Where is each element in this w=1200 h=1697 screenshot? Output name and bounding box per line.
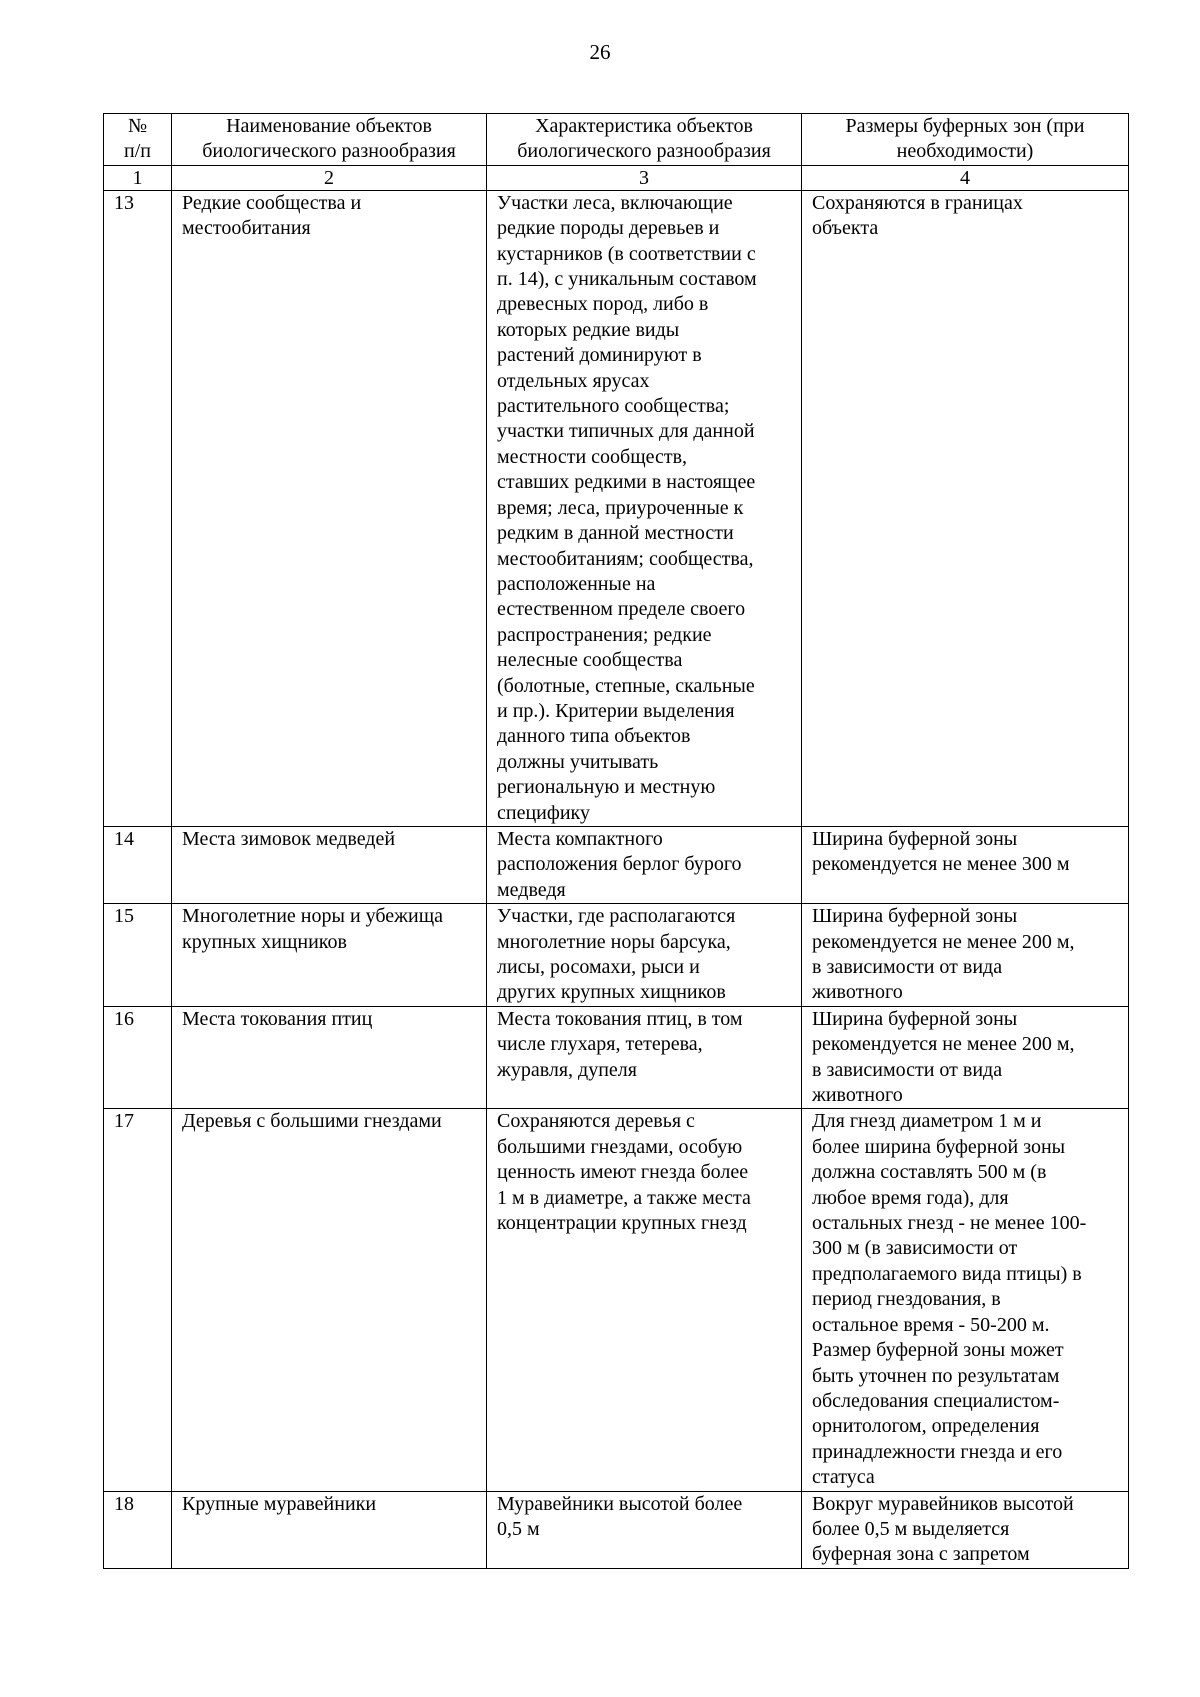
- object-name: Многолетние норы и убежища крупных хищников: [172, 904, 487, 1007]
- object-description: Места токования птиц, в том числе глухаря, тетерева, журавля, дупеля: [487, 1006, 802, 1109]
- object-description: Муравейники высотой более 0,5 м: [487, 1491, 802, 1568]
- page-number: 26: [589, 40, 611, 64]
- object-description: Сохраняются деревья с большими гнездами, особую ценность имеют гнезда более 1 м в диаметре, а также места концентрации крупных гнезд: [487, 1109, 802, 1491]
- buffer-zone: Сохраняются в границах объекта: [802, 190, 1129, 826]
- biodiversity-objects-table: [103, 113, 1129, 1569]
- table-row: [104, 826, 1129, 903]
- row-number: 15: [104, 904, 172, 1007]
- table-row: [104, 1006, 1129, 1109]
- row-number: 17: [104, 1109, 172, 1491]
- object-name: Места токования птиц: [172, 1006, 487, 1109]
- table-row: [104, 904, 1129, 1007]
- buffer-zone: Ширина буферной зоны рекомендуется не менее 300 м: [802, 826, 1129, 903]
- object-name: Редкие сообщества и местообитания: [172, 190, 487, 826]
- header-number: № п/п: [104, 114, 172, 166]
- object-description: Участки, где располагаются многолетние норы барсука, лисы, росомахи, рыси и других крупных хищников: [487, 904, 802, 1007]
- table-header-row: [104, 114, 1129, 166]
- object-description: Места компактного расположения берлог бурого медведя: [487, 826, 802, 903]
- object-name: Места зимовок медведей: [172, 826, 487, 903]
- row-number: 14: [104, 826, 172, 903]
- header-buffer-zone-size: Размеры буферных зон (при необходимости): [802, 114, 1129, 166]
- object-name: Крупные муравейники: [172, 1491, 487, 1568]
- object-description: Участки леса, включающие редкие породы деревьев и кустарников (в соответствии с п. 14), с уникальным составом древесных пород, либо в которых редкие виды растений доминируют в отдельных ярусах растительного сообщества; участки типичных для данной местности сообществ, ставших редкими в настоящее время; леса, приуроченные к редким в данной местности местообитаниям; сообщества, расположенные на естественном пределе своего распространения; редкие нелесные сообщества (болотные, степные, скальные и пр.). Критерии выделения данного типа объектов должны учитывать региональную и местную специфику: [487, 190, 802, 826]
- header-object-name: Наименование объектов биологического разнообразия: [172, 114, 487, 166]
- column-number: 4: [802, 165, 1129, 190]
- row-number: 13: [104, 190, 172, 826]
- table-row: [104, 1491, 1129, 1568]
- column-number-row: [104, 165, 1129, 190]
- buffer-zone: Ширина буферной зоны рекомендуется не менее 200 м, в зависимости от вида животного: [802, 1006, 1129, 1109]
- buffer-zone: Ширина буферной зоны рекомендуется не менее 200 м, в зависимости от вида животного: [802, 904, 1129, 1007]
- header-object-characteristic: Характеристика объектов биологического разнообразия: [487, 114, 802, 166]
- object-name: Деревья с большими гнездами: [172, 1109, 487, 1491]
- row-number: 18: [104, 1491, 172, 1568]
- row-number: 16: [104, 1006, 172, 1109]
- buffer-zone: Для гнезд диаметром 1 м и более ширина буферной зоны должна составлять 500 м (в любое время года), для остальных гнезд - не менее 100- 300 м (в зависимости от предполагаемого вида птицы) в период гнездования, в остальное время - 50-200 м. Размер буферной зоны может быть уточнен по результатам обследования специалистом- орнитологом, определения принадлежности гнезда и его статуса: [802, 1109, 1129, 1491]
- column-number: 1: [104, 165, 172, 190]
- table-row: [104, 190, 1129, 826]
- column-number: 3: [487, 165, 802, 190]
- column-number: 2: [172, 165, 487, 190]
- buffer-zone: Вокруг муравейников высотой более 0,5 м выделяется буферная зона с запретом: [802, 1491, 1129, 1568]
- table-row: [104, 1109, 1129, 1491]
